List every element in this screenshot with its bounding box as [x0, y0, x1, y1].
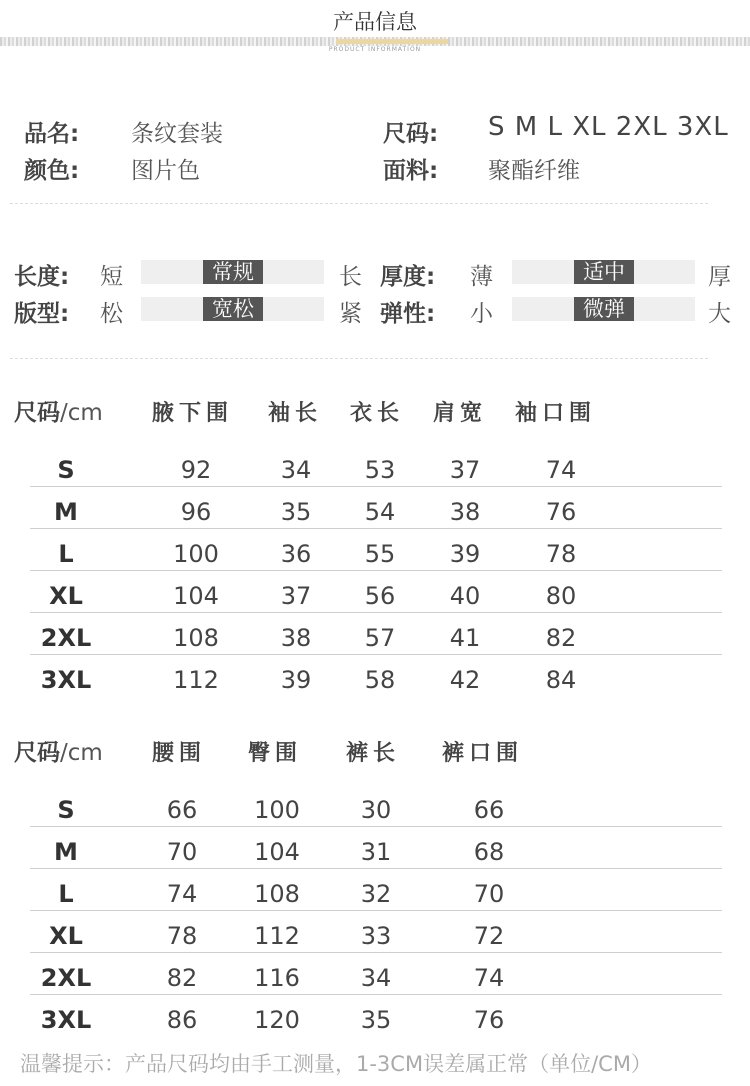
column-header: 肩宽 — [433, 401, 488, 426]
value-cell: 82 — [166, 964, 198, 992]
value-cell: 37 — [280, 582, 312, 610]
row-divider — [30, 612, 722, 613]
value-cell: 36 — [280, 540, 312, 568]
value-cell: 74 — [166, 880, 198, 908]
value-cell: 38 — [449, 498, 481, 526]
name-label: 品名: — [24, 121, 80, 147]
value-cell: 108 — [173, 624, 219, 652]
value-cell: 35 — [360, 1006, 392, 1034]
value-cell: 82 — [545, 624, 577, 652]
row-divider — [30, 486, 722, 487]
top-table-head — [14, 394, 103, 427]
value-cell: 96 — [180, 498, 212, 526]
fabric-value: 聚酯纤维 — [488, 158, 580, 184]
value-cell: 40 — [449, 582, 481, 610]
value-cell: 56 — [364, 582, 396, 610]
value-cell: 72 — [473, 922, 505, 950]
value-cell: 74 — [545, 456, 577, 484]
row-divider — [30, 994, 722, 995]
value-cell: 104 — [173, 582, 219, 610]
value-cell: 55 — [364, 540, 396, 568]
value-cell: 32 — [360, 880, 392, 908]
size-cell: L — [58, 540, 74, 568]
value-cell: 31 — [360, 838, 392, 866]
scale-label: 版型: — [14, 301, 70, 327]
row-divider — [30, 952, 722, 953]
scale-min-label: 松 — [100, 301, 123, 327]
footer-note: 温馨提示：产品尺码均由手工测量，1-3CM误差属正常（单位/CM） — [20, 1052, 652, 1076]
section-divider — [10, 358, 708, 359]
scale-track — [512, 297, 695, 321]
scale-max-label: 厚 — [708, 264, 731, 290]
color-label: 颜色: — [24, 158, 80, 184]
value-cell: 34 — [360, 964, 392, 992]
value-cell: 78 — [545, 540, 577, 568]
value-cell: 120 — [254, 1006, 300, 1034]
row-divider — [30, 570, 722, 571]
scale-selected-value: 微弹 — [574, 297, 634, 321]
value-cell: 70 — [473, 880, 505, 908]
column-header: 裤长 — [346, 741, 401, 766]
value-cell: 42 — [449, 666, 481, 694]
page-title: 产品信息 — [333, 10, 417, 34]
value-cell: 30 — [360, 796, 392, 824]
value-cell: 54 — [364, 498, 396, 526]
value-cell: 100 — [173, 540, 219, 568]
value-cell: 68 — [473, 838, 505, 866]
row-divider — [30, 528, 722, 529]
value-cell: 112 — [173, 666, 219, 694]
fabric-label: 面料: — [383, 158, 439, 184]
value-cell: 34 — [280, 456, 312, 484]
header-accent — [336, 39, 448, 44]
value-cell: 84 — [545, 666, 577, 694]
value-cell: 92 — [180, 456, 212, 484]
column-header: 腰围 — [152, 741, 207, 766]
value-cell: 112 — [254, 922, 300, 950]
size-cell: M — [54, 838, 78, 866]
size-cell: 2XL — [40, 964, 92, 992]
scale-max-label: 大 — [708, 301, 731, 327]
scale-label: 弹性: — [380, 301, 436, 327]
value-cell: 100 — [254, 796, 300, 824]
column-header: 裤口围 — [442, 741, 524, 766]
value-cell: 74 — [473, 964, 505, 992]
value-cell: 108 — [254, 880, 300, 908]
top-table-head-label: 尺码 — [14, 400, 60, 426]
value-cell: 35 — [280, 498, 312, 526]
value-cell: 66 — [166, 796, 198, 824]
scale-label: 厚度: — [380, 264, 436, 290]
bottom-table-head-unit: /cm — [60, 740, 103, 766]
size-cell: S — [57, 456, 75, 484]
name-value: 条纹套装 — [131, 121, 223, 147]
section-divider — [10, 203, 708, 204]
scale-min-label: 薄 — [470, 264, 493, 290]
scale-max-label: 紧 — [339, 301, 362, 327]
size-cell: XL — [49, 582, 83, 610]
size-cell: 3XL — [40, 1006, 92, 1034]
color-value: 图片色 — [131, 158, 200, 184]
row-divider — [30, 910, 722, 911]
row-divider — [30, 868, 722, 869]
size-cell: 2XL — [40, 624, 92, 652]
value-cell: 39 — [449, 540, 481, 568]
value-cell: 39 — [280, 666, 312, 694]
size-cell: L — [58, 880, 74, 908]
size-value: S M L XL 2XL 3XL — [488, 112, 729, 142]
size-cell: 3XL — [40, 666, 92, 694]
column-header: 腋下围 — [152, 401, 234, 426]
scale-selected-value: 常规 — [203, 260, 263, 284]
scale-track — [141, 260, 324, 284]
value-cell: 86 — [166, 1006, 198, 1034]
column-header: 臀围 — [248, 741, 303, 766]
scale-min-label: 短 — [100, 264, 123, 290]
value-cell: 116 — [254, 964, 300, 992]
size-cell: S — [57, 796, 75, 824]
scale-track — [141, 297, 324, 321]
value-cell: 53 — [364, 456, 396, 484]
scale-track — [512, 260, 695, 284]
scale-min-label: 小 — [470, 301, 493, 327]
column-header: 衣长 — [350, 401, 405, 426]
bottom-table-head — [14, 734, 103, 767]
page-subtitle: PRODUCT INFORMATION — [328, 46, 422, 53]
top-table-head-unit: /cm — [60, 400, 103, 426]
value-cell: 104 — [254, 838, 300, 866]
scale-selected-value: 宽松 — [203, 297, 263, 321]
value-cell: 58 — [364, 666, 396, 694]
row-divider — [30, 654, 722, 655]
value-cell: 66 — [473, 796, 505, 824]
value-cell: 38 — [280, 624, 312, 652]
value-cell: 76 — [473, 1006, 505, 1034]
scale-selected-value: 适中 — [574, 260, 634, 284]
row-divider — [30, 826, 722, 827]
scale-label: 长度: — [14, 264, 70, 290]
column-header: 袖口围 — [515, 401, 597, 426]
value-cell: 41 — [449, 624, 481, 652]
value-cell: 78 — [166, 922, 198, 950]
column-header: 袖长 — [268, 401, 323, 426]
value-cell: 70 — [166, 838, 198, 866]
value-cell: 37 — [449, 456, 481, 484]
bottom-table-head-label: 尺码 — [14, 740, 60, 766]
size-label: 尺码: — [383, 121, 439, 147]
value-cell: 33 — [360, 922, 392, 950]
size-cell: M — [54, 498, 78, 526]
value-cell: 80 — [545, 582, 577, 610]
size-cell: XL — [49, 922, 83, 950]
value-cell: 76 — [545, 498, 577, 526]
value-cell: 57 — [364, 624, 396, 652]
scale-max-label: 长 — [339, 264, 362, 290]
